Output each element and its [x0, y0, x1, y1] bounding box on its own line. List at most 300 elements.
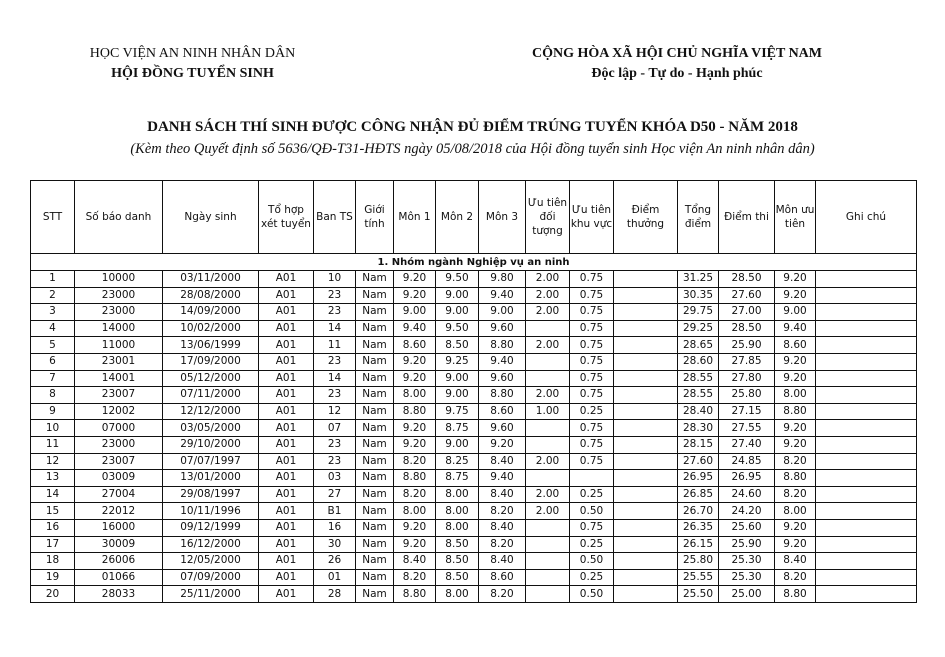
table-cell [614, 453, 678, 470]
table-row [31, 370, 917, 387]
table-cell: 8.50 [436, 569, 479, 586]
table-cell: 9.20 [775, 271, 816, 288]
table-cell: 27.15 [719, 403, 775, 420]
table-cell [526, 553, 570, 570]
table-cell: 8.20 [394, 453, 436, 470]
issuer-header [60, 44, 325, 84]
table-cell: 8.20 [775, 569, 816, 586]
table-row [31, 586, 917, 603]
table-row [31, 519, 917, 536]
table-cell: 07/11/2000 [163, 387, 259, 404]
table-cell: 8.00 [394, 503, 436, 520]
table-cell [816, 586, 917, 603]
table-row [31, 453, 917, 470]
table-cell: 9.00 [394, 304, 436, 321]
table-cell: 8.00 [436, 503, 479, 520]
table-cell: 24.85 [719, 453, 775, 470]
table-cell: 0.75 [570, 353, 614, 370]
table-cell: 0.50 [570, 586, 614, 603]
table-cell: 8.50 [436, 337, 479, 354]
table-cell [614, 304, 678, 321]
table-cell: 28 [314, 586, 356, 603]
table-row [31, 486, 917, 503]
table-cell: 8.20 [394, 486, 436, 503]
table-cell: 8.20 [479, 503, 526, 520]
national-header [492, 44, 862, 84]
table-cell: 28.50 [719, 320, 775, 337]
table-cell: 26.35 [678, 519, 719, 536]
table-cell: 9.00 [479, 304, 526, 321]
table-cell: 9.40 [479, 470, 526, 487]
table-cell: 31.25 [678, 271, 719, 288]
table-cell: 28.30 [678, 420, 719, 437]
table-cell [614, 320, 678, 337]
table-cell: Nam [356, 353, 394, 370]
table-cell: 14000 [75, 320, 163, 337]
table-cell: 28.65 [678, 337, 719, 354]
table-cell: 2 [31, 287, 75, 304]
table-cell [614, 569, 678, 586]
table-cell: 1.00 [526, 403, 570, 420]
table-cell: 0.75 [570, 420, 614, 437]
table-cell: 23007 [75, 453, 163, 470]
table-cell: Nam [356, 519, 394, 536]
table-cell [526, 420, 570, 437]
table-row [31, 304, 917, 321]
national-motto: Độc lập - Tự do - Hạnh phúc [591, 66, 763, 81]
table-cell: 9.00 [775, 304, 816, 321]
table-cell: Nam [356, 387, 394, 404]
table-cell: 27.80 [719, 370, 775, 387]
table-cell: 0.25 [570, 486, 614, 503]
table-cell: 25.00 [719, 586, 775, 603]
table-cell [614, 420, 678, 437]
table-cell [526, 586, 570, 603]
column-header: Tổ hợp xét tuyển [259, 181, 314, 254]
table-cell: 13 [31, 470, 75, 487]
table-cell: A01 [259, 353, 314, 370]
table-cell: Nam [356, 403, 394, 420]
table-cell: 30009 [75, 536, 163, 553]
table-cell: A01 [259, 569, 314, 586]
table-cell: 12 [314, 403, 356, 420]
table-cell: 8.80 [479, 337, 526, 354]
table-cell [614, 503, 678, 520]
table-cell: 27.85 [719, 353, 775, 370]
table-cell: 14 [314, 320, 356, 337]
document-subtitle: (Kèm theo Quyết định số 5636/QĐ-T31-HĐTS ngày 05/08/2018 của Hội đồng tuyển sinh Học viện An ninh nhân dân) [130, 141, 815, 157]
table-cell: 9.00 [436, 370, 479, 387]
table-cell: 03009 [75, 470, 163, 487]
table-cell: 25.80 [678, 553, 719, 570]
table-cell: 01066 [75, 569, 163, 586]
table-cell [614, 536, 678, 553]
table-cell [816, 403, 917, 420]
table-cell: 5 [31, 337, 75, 354]
table-cell: 8.60 [479, 403, 526, 420]
column-header: Ưu tiên khu vực [570, 181, 614, 254]
table-cell: 0.75 [570, 287, 614, 304]
table-cell: 2.00 [526, 271, 570, 288]
table-cell [614, 403, 678, 420]
table-cell [614, 370, 678, 387]
table-row [31, 503, 917, 520]
table-cell: 10/02/2000 [163, 320, 259, 337]
table-cell: 23000 [75, 304, 163, 321]
table-cell: 8.20 [479, 536, 526, 553]
table-cell [816, 486, 917, 503]
table-cell: 0.75 [570, 436, 614, 453]
table-cell: 7 [31, 370, 75, 387]
column-header: Môn 1 [394, 181, 436, 254]
table-row [31, 353, 917, 370]
column-header: Môn ưu tiên [775, 181, 816, 254]
table-cell: 0.75 [570, 387, 614, 404]
table-cell [614, 486, 678, 503]
table-cell: 9.00 [436, 287, 479, 304]
issuer-council: HỘI ĐỒNG TUYỂN SINH [111, 66, 274, 81]
table-row [31, 287, 917, 304]
table-cell: Nam [356, 271, 394, 288]
table-cell: 22012 [75, 503, 163, 520]
table-cell: 9.20 [775, 436, 816, 453]
table-cell [816, 536, 917, 553]
table-cell: 0.25 [570, 536, 614, 553]
table-row [31, 320, 917, 337]
table-cell: 9.20 [394, 420, 436, 437]
table-cell: 23 [314, 287, 356, 304]
table-cell [526, 569, 570, 586]
table-cell: 23000 [75, 287, 163, 304]
group-row [31, 254, 917, 271]
table-cell: 09/12/1999 [163, 519, 259, 536]
table-cell: 15 [31, 503, 75, 520]
table-cell: 30 [314, 536, 356, 553]
table-cell: 28/08/2000 [163, 287, 259, 304]
table-cell: 8.20 [775, 453, 816, 470]
table-cell: 6 [31, 353, 75, 370]
table-cell: 0.75 [570, 304, 614, 321]
table-row [31, 387, 917, 404]
table-cell: A01 [259, 320, 314, 337]
table-cell [816, 470, 917, 487]
table-cell: 0.75 [570, 271, 614, 288]
table-cell: 23 [314, 436, 356, 453]
table-cell [816, 370, 917, 387]
table-cell: 18 [31, 553, 75, 570]
table-cell: 8.80 [394, 403, 436, 420]
table-cell: 9.60 [479, 420, 526, 437]
table-cell: Nam [356, 287, 394, 304]
table-cell: 9.00 [436, 436, 479, 453]
table-cell [614, 519, 678, 536]
table-cell [526, 519, 570, 536]
table-cell: 9.00 [436, 304, 479, 321]
table-cell [816, 519, 917, 536]
table-cell [614, 436, 678, 453]
table-cell: 27.60 [678, 453, 719, 470]
table-cell: Nam [356, 586, 394, 603]
table-cell: 3 [31, 304, 75, 321]
table-cell: 8.80 [775, 470, 816, 487]
table-cell [816, 320, 917, 337]
table-cell: 8.40 [479, 519, 526, 536]
table-cell: 8.80 [394, 470, 436, 487]
table-row [31, 569, 917, 586]
table-body [31, 254, 917, 603]
table-cell: 8.25 [436, 453, 479, 470]
table-cell: A01 [259, 453, 314, 470]
table-cell: A01 [259, 337, 314, 354]
table-cell: 26.70 [678, 503, 719, 520]
table-cell: A01 [259, 553, 314, 570]
table-cell: A01 [259, 387, 314, 404]
table-cell: 17 [31, 536, 75, 553]
table-cell: 28.55 [678, 370, 719, 387]
table-cell: B1 [314, 503, 356, 520]
table-cell: 16 [31, 519, 75, 536]
column-header: Tổng điểm [678, 181, 719, 254]
table-cell: 29.75 [678, 304, 719, 321]
table-cell [614, 353, 678, 370]
table-cell: 03 [314, 470, 356, 487]
table-cell [614, 271, 678, 288]
table-cell: 12 [31, 453, 75, 470]
table-cell [816, 569, 917, 586]
table-cell: 8.60 [479, 569, 526, 586]
table-cell: 10 [314, 271, 356, 288]
table-cell: 8.60 [394, 337, 436, 354]
document-title: DANH SÁCH THÍ SINH ĐƯỢC CÔNG NHẬN ĐỦ ĐIỂM TRÚNG TUYỂN KHÓA D50 - NĂM 2018 [147, 119, 798, 135]
table-cell: 9.50 [436, 320, 479, 337]
table-cell: 9.20 [394, 287, 436, 304]
table-cell: Nam [356, 553, 394, 570]
table-cell: 2.00 [526, 503, 570, 520]
table-cell: 9.40 [479, 353, 526, 370]
table-cell: 07 [314, 420, 356, 437]
table-cell: 8.40 [479, 453, 526, 470]
table-cell: 8.00 [436, 486, 479, 503]
table-cell: A01 [259, 470, 314, 487]
table-cell [614, 470, 678, 487]
table-cell: A01 [259, 486, 314, 503]
table-cell: 9.20 [394, 353, 436, 370]
table-cell: 26.95 [678, 470, 719, 487]
table-cell: 8.40 [394, 553, 436, 570]
table-cell: 19 [31, 569, 75, 586]
table-cell: 9.50 [436, 271, 479, 288]
table-cell: 27 [314, 486, 356, 503]
column-header: Ưu tiên đối tượng [526, 181, 570, 254]
table-cell: Nam [356, 486, 394, 503]
table-cell: 11000 [75, 337, 163, 354]
table-cell: 23000 [75, 436, 163, 453]
table-cell: A01 [259, 403, 314, 420]
table-cell [816, 553, 917, 570]
table-cell: 23 [314, 453, 356, 470]
table-cell [816, 337, 917, 354]
table-cell: 27.40 [719, 436, 775, 453]
table-cell: 20 [31, 586, 75, 603]
table-cell: 0.25 [570, 403, 614, 420]
table-cell: 9.20 [775, 370, 816, 387]
group-label: 1. Nhóm ngành Nghiệp vụ an ninh [31, 254, 917, 271]
table-cell: 26.15 [678, 536, 719, 553]
table-cell [614, 287, 678, 304]
table-cell [816, 436, 917, 453]
table-cell: 8.20 [479, 586, 526, 603]
table-cell: A01 [259, 536, 314, 553]
table-cell: 27004 [75, 486, 163, 503]
table-cell: 8.20 [394, 569, 436, 586]
table-cell: 2.00 [526, 486, 570, 503]
table-cell: 4 [31, 320, 75, 337]
table-cell: 26.95 [719, 470, 775, 487]
table-cell: A01 [259, 586, 314, 603]
table-row [31, 337, 917, 354]
table-cell: 16/12/2000 [163, 536, 259, 553]
column-header: Môn 3 [479, 181, 526, 254]
table-cell: 28.40 [678, 403, 719, 420]
table-cell: 27.00 [719, 304, 775, 321]
table-cell: Nam [356, 436, 394, 453]
table-cell: 17/09/2000 [163, 353, 259, 370]
table-cell [816, 453, 917, 470]
table-cell: A01 [259, 304, 314, 321]
table-cell: 0.50 [570, 553, 614, 570]
column-header: STT [31, 181, 75, 254]
table-cell: Nam [356, 470, 394, 487]
table-cell [816, 304, 917, 321]
table-cell: Nam [356, 420, 394, 437]
table-cell: A01 [259, 436, 314, 453]
table-cell: 9.40 [479, 287, 526, 304]
table-cell: 13/06/1999 [163, 337, 259, 354]
table-cell: 0.75 [570, 337, 614, 354]
column-header: Số báo danh [75, 181, 163, 254]
table-row [31, 271, 917, 288]
table-cell: 11 [31, 436, 75, 453]
table-cell: 8.50 [436, 553, 479, 570]
table-cell: 25.30 [719, 553, 775, 570]
table-row [31, 553, 917, 570]
table-cell: 16000 [75, 519, 163, 536]
table-cell: 14 [314, 370, 356, 387]
table-row [31, 420, 917, 437]
table-cell: Nam [356, 337, 394, 354]
table-cell: A01 [259, 370, 314, 387]
table-cell [614, 553, 678, 570]
table-cell: 25.80 [719, 387, 775, 404]
table-cell: 23007 [75, 387, 163, 404]
table-cell: 14 [31, 486, 75, 503]
table-cell: 8.80 [775, 403, 816, 420]
table-cell: 9.80 [479, 271, 526, 288]
table-cell: 0.25 [570, 569, 614, 586]
table-cell: 8.00 [436, 586, 479, 603]
table-cell [526, 536, 570, 553]
column-header: Ghi chú [816, 181, 917, 254]
table-cell: 9.20 [394, 271, 436, 288]
table-cell: 25.90 [719, 536, 775, 553]
table-cell: 28.15 [678, 436, 719, 453]
results-table [30, 180, 917, 603]
table-cell: 0.75 [570, 370, 614, 387]
table-cell: 9 [31, 403, 75, 420]
table-cell: 11 [314, 337, 356, 354]
table-cell: 07/07/1997 [163, 453, 259, 470]
table-cell: 2.00 [526, 337, 570, 354]
table-cell: 9.20 [394, 519, 436, 536]
table-cell: 26 [314, 553, 356, 570]
table-cell: 8.80 [775, 586, 816, 603]
table-header-row [31, 181, 917, 254]
table-cell: 9.20 [775, 353, 816, 370]
table-cell: 1 [31, 271, 75, 288]
table-cell [816, 503, 917, 520]
table-row [31, 536, 917, 553]
table-cell: 0.50 [570, 503, 614, 520]
table-row [31, 470, 917, 487]
table-cell [526, 370, 570, 387]
table-cell: 07/09/2000 [163, 569, 259, 586]
column-header: Ban TS [314, 181, 356, 254]
table-cell [526, 320, 570, 337]
table-cell: 26.85 [678, 486, 719, 503]
table-cell: Nam [356, 320, 394, 337]
table-cell: 9.20 [775, 287, 816, 304]
column-header: Điểm thi [719, 181, 775, 254]
table-cell: 12/12/2000 [163, 403, 259, 420]
table-cell: 2.00 [526, 287, 570, 304]
table-cell: A01 [259, 519, 314, 536]
table-cell: 27.60 [719, 287, 775, 304]
table-cell: 13/01/2000 [163, 470, 259, 487]
table-cell [526, 353, 570, 370]
table-cell [614, 337, 678, 354]
column-header: Giới tính [356, 181, 394, 254]
table-cell: 8.00 [394, 387, 436, 404]
table-cell: 29/10/2000 [163, 436, 259, 453]
table-cell: 14/09/2000 [163, 304, 259, 321]
table-cell: 9.20 [775, 519, 816, 536]
table-cell: 25.30 [719, 569, 775, 586]
table-cell: 01 [314, 569, 356, 586]
table-cell: 03/11/2000 [163, 271, 259, 288]
table-cell: 23001 [75, 353, 163, 370]
table-row [31, 436, 917, 453]
table-cell: 9.20 [775, 420, 816, 437]
table-cell: 05/12/2000 [163, 370, 259, 387]
table-cell: 25.60 [719, 519, 775, 536]
table-cell: 28.55 [678, 387, 719, 404]
table-cell [526, 436, 570, 453]
table-cell: 28.60 [678, 353, 719, 370]
table-row [31, 403, 917, 420]
table-cell: 30.35 [678, 287, 719, 304]
table-cell [816, 287, 917, 304]
table-cell: 2.00 [526, 304, 570, 321]
table-cell: 8.00 [775, 503, 816, 520]
table-cell: 9.20 [394, 436, 436, 453]
table-cell [816, 353, 917, 370]
table-cell [526, 470, 570, 487]
table-cell: 28.50 [719, 271, 775, 288]
table-cell: 8.60 [775, 337, 816, 354]
table-cell: 9.00 [436, 387, 479, 404]
table-cell: 16 [314, 519, 356, 536]
table-cell: 8.40 [479, 486, 526, 503]
